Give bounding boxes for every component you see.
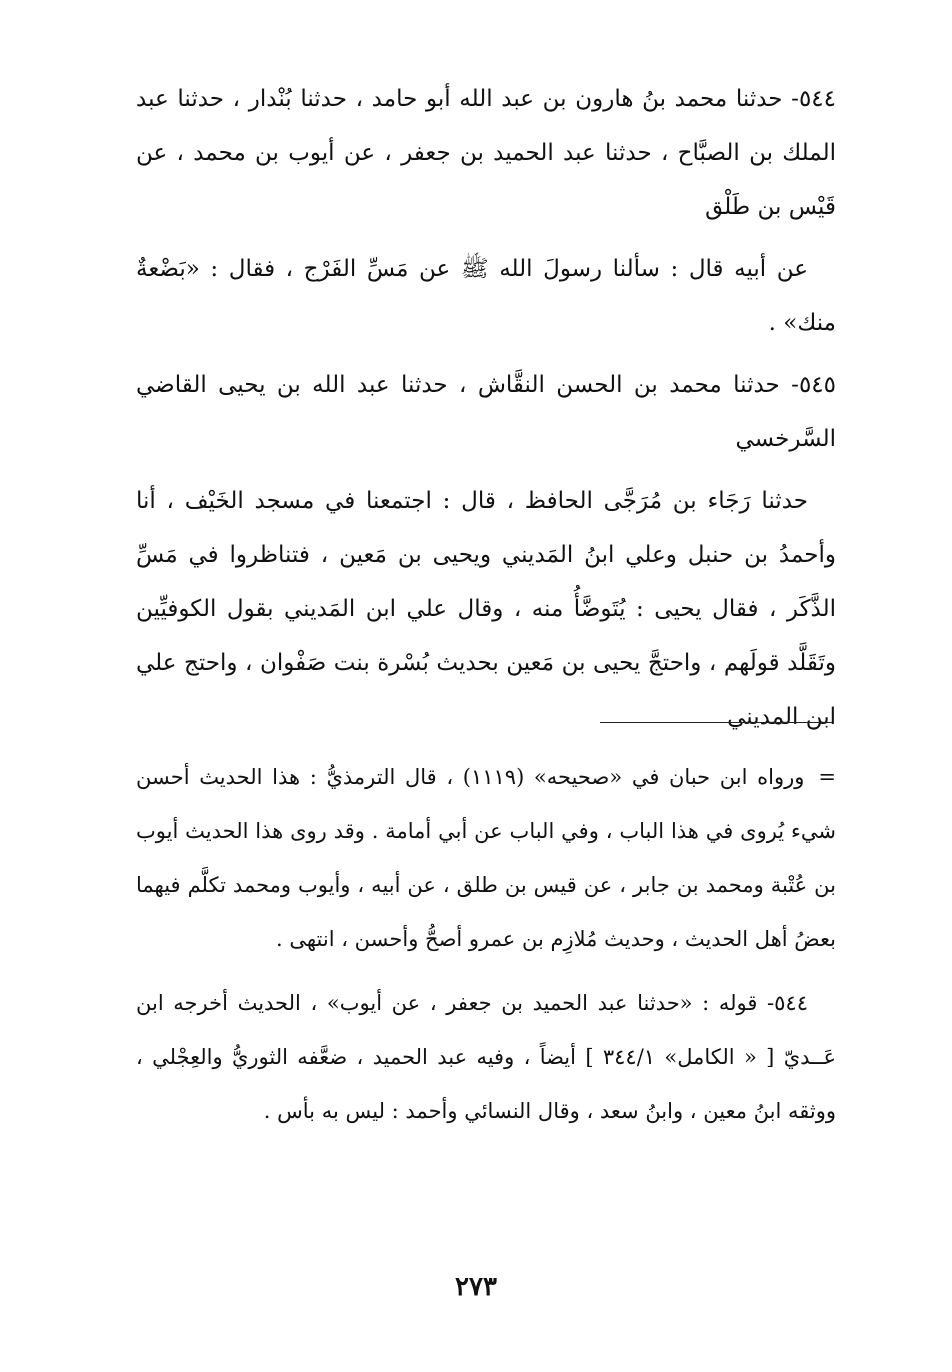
main-text [136,72,836,752]
footnote-continued-text: ورواه ابن حبان في «صحيحه» (١١١٩) ، قال الترمذيُّ : هذا الحديث أحسن شيء يُروى في هذا الباب ، وفي الباب عن أبي أمامة . وقد روى هذا الحديث أيوب بن عُتْبة ومحمد بن جابر ، عن قيس بن طلق ، عن أبيه ، وأيوب ومحمد تكلَّم فيهما بعضُ أهل الحديث ، وحديث مُلازِم بن عمرو أصحُّ وأحسن ، انتهى . [136,765,836,951]
page-number: ٢٧٣ [455,1272,497,1302]
hadith-544-isnad: ٥٤٤- حدثنا محمد بنُ هارون بن عبد الله أبو حامد ، حدثنا بُنْدار ، حدثنا عبد الملك بن الصبَّاح ، حدثنا عبد الحميد بن جعفر ، عن أيوب بن محمد ، عن قَيْس بن طَلْق [136,86,836,220]
footnote-continued [136,750,836,966]
footnotes-section [136,750,836,1148]
footnote-separator [600,722,832,723]
hadith-545-matn: حدثنا رَجَاء بن مُرَجَّى الحافظ ، قال : اجتمعنا في مسجد الخَيْف ، أنا وأحمدُ بن حنبل وعلي ابنُ المَديني ويحيى بن مَعين ، فتناظروا في مَسِّ الذَّكَر ، فقال يحيى : يُتَوضَّأُ منه ، وقال علي ابن المَديني بقول الكوفيِّين وتَقَلَّد قولَهم ، واحتجَّ يحيى بن مَعين بحديث بُسْرة بنت صَفْوان ، واحتج علي ابن المديني [136,488,836,730]
hadith-544-matn: عن أبيه قال : سألنا رسولَ الله ﷺ عن مَسِّ الفَرْج ، فقال : «بَضْعةٌ منك» . [136,256,836,336]
continuation-marker: = [818,765,836,789]
footnote-544: ٥٤٤- قوله : «حدثنا عبد الحميد بن جعفر ، عن أيوب» ، الحديث أخرجه ابن عَــديّ [ « الكامل» ٣٤٤/١ ] أيضاً ، وفيه عبد الحميد ، ضعَّفه الثوريُّ والعِجْلي ، ووثقه ابنُ معين ، وابنُ سعد ، وقال النسائي وأحمد : ليس به بأس . [136,991,836,1123]
hadith-545-isnad: ٥٤٥- حدثنا محمد بن الحسن النقَّاش ، حدثنا عبد الله بن يحيى القاضي السَّرخسي [136,372,836,452]
